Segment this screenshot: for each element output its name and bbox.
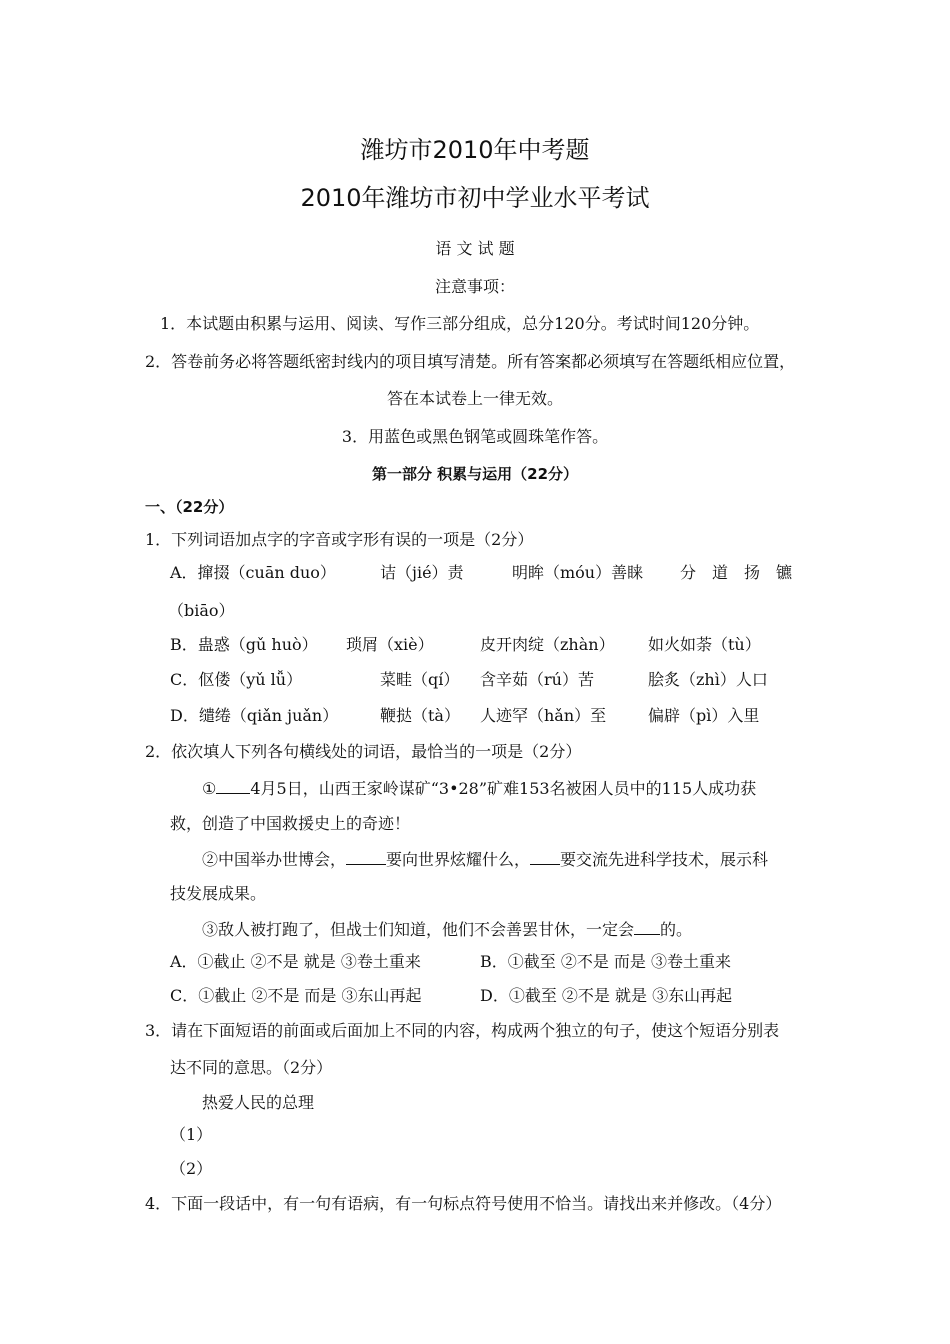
fill-blank <box>634 918 660 935</box>
q2-sentence-3 <box>202 918 692 940</box>
q2-s2-middle: 要向世界炫耀什么， <box>386 850 531 869</box>
q1-option-d-1: D．缱绻（qiǎn juǎn） <box>170 706 339 725</box>
q2-s1-text: 4月5日，山西王家岭谋矿“3•28”矿难153名被困人员中的115人成功获 <box>250 779 757 798</box>
q1-option-b-3: 皮开肉绽（zhàn） <box>480 635 615 654</box>
q2-option-a: A．①截止 ②不是 就是 ③卷土重来 <box>170 952 421 971</box>
q4-stem: 4．下面一段话中，有一句有语病，有一句标点符号使用不恰当。请找出来并修改。（4分） <box>145 1194 782 1213</box>
q1-option-c-3: 含辛茹（rú）苦 <box>480 670 594 689</box>
q1-option-a-2: 诘（jié）责 <box>380 563 464 582</box>
q1-option-d-3: 人迹罕（hǎn）至 <box>480 706 607 725</box>
q2-sentence-1-cont: 救，创造了中国救援史上的奇迹！ <box>170 814 411 833</box>
q1-option-d-2: 鞭挞（tà） <box>380 706 460 725</box>
q1-option-c-2: 菜畦（qí） <box>380 670 460 689</box>
notice-item-3: 3．用蓝色或黑色钢笔或圆珠笔作答。 <box>341 427 609 446</box>
q2-s3-prefix: ③敌人被打跑了，但战士们知道，他们不会善罢甘休，一定会 <box>202 920 635 939</box>
fill-blank <box>530 848 560 865</box>
q1-option-b-4: 如火如荼（tù） <box>648 635 761 654</box>
notice-heading: 注意事项： <box>434 277 515 296</box>
fill-blank <box>346 848 386 865</box>
q1-option-a-4: 分 道 扬 镳 <box>680 563 793 582</box>
q2-s2-text: 要交流先进科学技术，展示科 <box>560 850 769 869</box>
fill-blank <box>216 777 250 794</box>
q2-s2-prefix: ②中国举办世博会， <box>202 850 347 869</box>
q3-answer-1: （1） <box>170 1125 213 1144</box>
q3-stem: 3．请在下面短语的前面或后面加上不同的内容，构成两个独立的句子，使这个短语分别表 <box>145 1021 780 1040</box>
exam-title: 2010年潍坊市初中学业水平考试 <box>300 184 650 212</box>
part-heading: 第一部分 积累与运用（22分） <box>371 465 579 483</box>
q2-s1-prefix: ① <box>202 779 217 798</box>
q1-option-d-4: 偏辟（pì）入里 <box>648 706 760 725</box>
q1-option-c-4: 脍炙（zhì）人口 <box>648 670 768 689</box>
q1-stem: 1．下列词语加点字的字音或字形有误的一项是（2分） <box>145 530 534 549</box>
subject-label: 语 文 试 题 <box>435 239 515 258</box>
section-heading: 一、（22分） <box>145 498 234 516</box>
q3-stem-cont: 达不同的意思。（2分） <box>170 1058 333 1077</box>
q1-option-a-3: 明眸（móu）善睐 <box>512 563 644 582</box>
page-title: 潍坊市2010年中考题 <box>360 136 590 164</box>
notice-item-2-cont: 答在本试卷上一律无效。 <box>386 389 563 408</box>
q1-option-b-1: B．蛊惑（gǔ huò） <box>170 635 318 654</box>
q1-option-a-1: A．撺掇（cuān duo） <box>170 563 336 582</box>
notice-item-2: 2．答卷前务必将答题纸密封线内的项目填写清楚。所有答案都必须填写在答题纸相应位置， <box>145 352 796 371</box>
q2-sentence-2 <box>202 848 768 870</box>
q2-sentence-2-cont: 技发展成果。 <box>170 884 267 903</box>
q1-option-a-5: （biāo） <box>168 601 235 620</box>
q1-option-c-1: C．伛偻（yǔ lǚ） <box>170 670 303 689</box>
q2-option-b: B．①截至 ②不是 而是 ③卷土重来 <box>480 952 732 971</box>
notice-item-1: 1．本试题由积累与运用、阅读、写作三部分组成，总分120分。考试时间120分钟。 <box>160 314 760 333</box>
q2-option-c: C．①截止 ②不是 而是 ③东山再起 <box>170 986 422 1005</box>
q2-option-d: D．①截至 ②不是 就是 ③东山再起 <box>480 986 733 1005</box>
q2-stem: 2．依次填人下列各句横线处的词语，最恰当的一项是（2分） <box>145 742 582 761</box>
q3-answer-2: （2） <box>170 1159 213 1178</box>
q3-phrase: 热爱人民的总理 <box>202 1093 315 1112</box>
q1-option-b-2: 琐屑（xiè） <box>346 635 434 654</box>
q2-sentence-1 <box>202 777 756 799</box>
q2-s3-suffix: 的。 <box>660 920 693 939</box>
